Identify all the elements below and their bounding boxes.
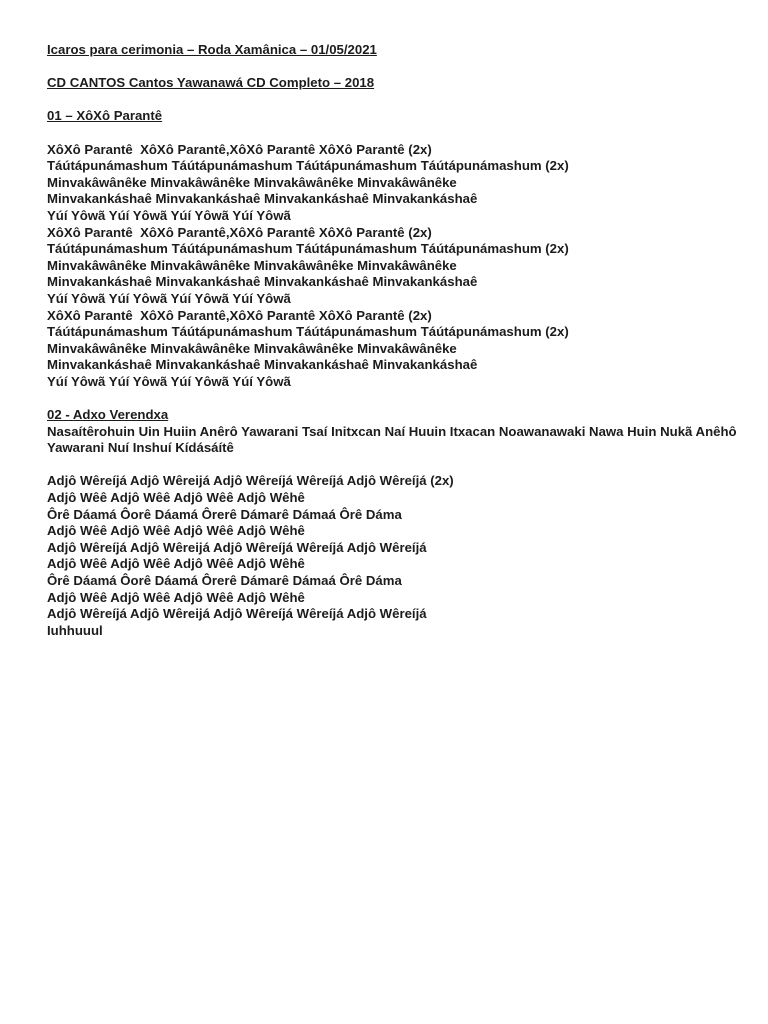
- lyric-line: Minvakankáshaê Minvakankáshaê Minvakankáshaê Minvakankáshaê: [47, 357, 478, 373]
- lyric-line: XôXô Parantê XôXô Parantê,XôXô Parantê XôXô Parantê (2x): [47, 224, 432, 240]
- lyric-line: Yúí Yôwã Yúí Yôwã Yúí Yôwã Yúí Yôwã: [47, 207, 291, 223]
- lyric-line: Iuhhuuul: [47, 622, 103, 638]
- lyric-line: Táútápunámashum Táútápunámashum Táútápunámashum Táútápunámashum (2x): [47, 158, 569, 174]
- lyric-line: Táútápunámashum Táútápunámashum Táútápunámashum Táútápunámashum (2x): [47, 324, 569, 340]
- lyric-line: Minvakankáshaê Minvakankáshaê Minvakankáshaê Minvakankáshaê: [47, 191, 478, 207]
- lyric-line: Adjô Wêreíjá Adjô Wêreijá Adjô Wêreíjá Wêreíjá Adjô Wêreíjá (2x): [47, 473, 454, 489]
- lyric-line: Adjô Wêreíjá Adjô Wêreijá Adjô Wêreíjá Wêreíjá Adjô Wêreíjá: [47, 539, 427, 555]
- song-2-lyrics: [47, 473, 747, 639]
- lyric-line: Adjô Wêê Adjô Wêê Adjô Wêê Adjô Wêhê: [47, 556, 305, 572]
- song-1-lyrics: [47, 142, 747, 391]
- lyric-line: Minvakâwânêke Minvakâwânêke Minvakâwânêke Minvakâwânêke: [47, 340, 457, 356]
- lyric-line: Minvakâwânêke Minvakâwânêke Minvakâwânêke Minvakâwânêke: [47, 174, 457, 190]
- lyric-line: XôXô Parantê XôXô Parantê,XôXô Parantê XôXô Parantê (2x): [47, 307, 432, 323]
- song-2-intro: Nasaítêrohuin Uin Huiin Anêrô Yawarani Tsaí Initxcan Naí Huuin Itxacan Noawanawaki Nawa Huin Nukã Anêhô Yawarani Nuí Inshuí Kídásáítê: [47, 423, 737, 456]
- document-page: [47, 42, 747, 639]
- lyric-line: Adjô Wêê Adjô Wêê Adjô Wêê Adjô Wêhê: [47, 589, 305, 605]
- lyric-line: Yúí Yôwã Yúí Yôwã Yúí Yôwã Yúí Yôwã: [47, 373, 291, 389]
- lyric-line: Ôrê Dáamá Ôorê Dáamá Ôrerê Dámarê Dámaá Ôrê Dáma: [47, 573, 402, 588]
- lyric-line: Táútápunámashum Táútápunámashum Táútápunámashum Táútápunámashum (2x): [47, 241, 569, 257]
- lyric-line: Adjô Wêê Adjô Wêê Adjô Wêê Adjô Wêhê: [47, 523, 305, 539]
- song-1-title: 01 – XôXô Parantê: [47, 108, 163, 124]
- song-2-title: 02 - Adxo Verendxa: [47, 407, 169, 423]
- document-title: Icaros para cerimonia – Roda Xamânica – 01/05/2021: [47, 42, 377, 57]
- lyric-line: Ôrê Dáamá Ôorê Dáamá Ôrerê Dámarê Dámaá Ôrê Dáma: [47, 506, 402, 522]
- lyric-line: XôXô Parantê XôXô Parantê,XôXô Parantê XôXô Parantê (2x): [47, 141, 432, 157]
- lyric-line: Adjô Wêreíjá Adjô Wêreijá Adjô Wêreíjá Wêreíjá Adjô Wêreíjá: [47, 606, 427, 622]
- lyric-line: Adjô Wêê Adjô Wêê Adjô Wêê Adjô Wêhê: [47, 490, 305, 506]
- lyric-line: Yúí Yôwã Yúí Yôwã Yúí Yôwã Yúí Yôwã: [47, 290, 291, 306]
- cd-title: CD CANTOS Cantos Yawanawá CD Completo – 2018: [47, 75, 375, 91]
- lyric-line: Minvakankáshaê Minvakankáshaê Minvakankáshaê Minvakankáshaê: [47, 274, 478, 290]
- lyric-line: Minvakâwânêke Minvakâwânêke Minvakâwânêke Minvakâwânêke: [47, 257, 457, 273]
